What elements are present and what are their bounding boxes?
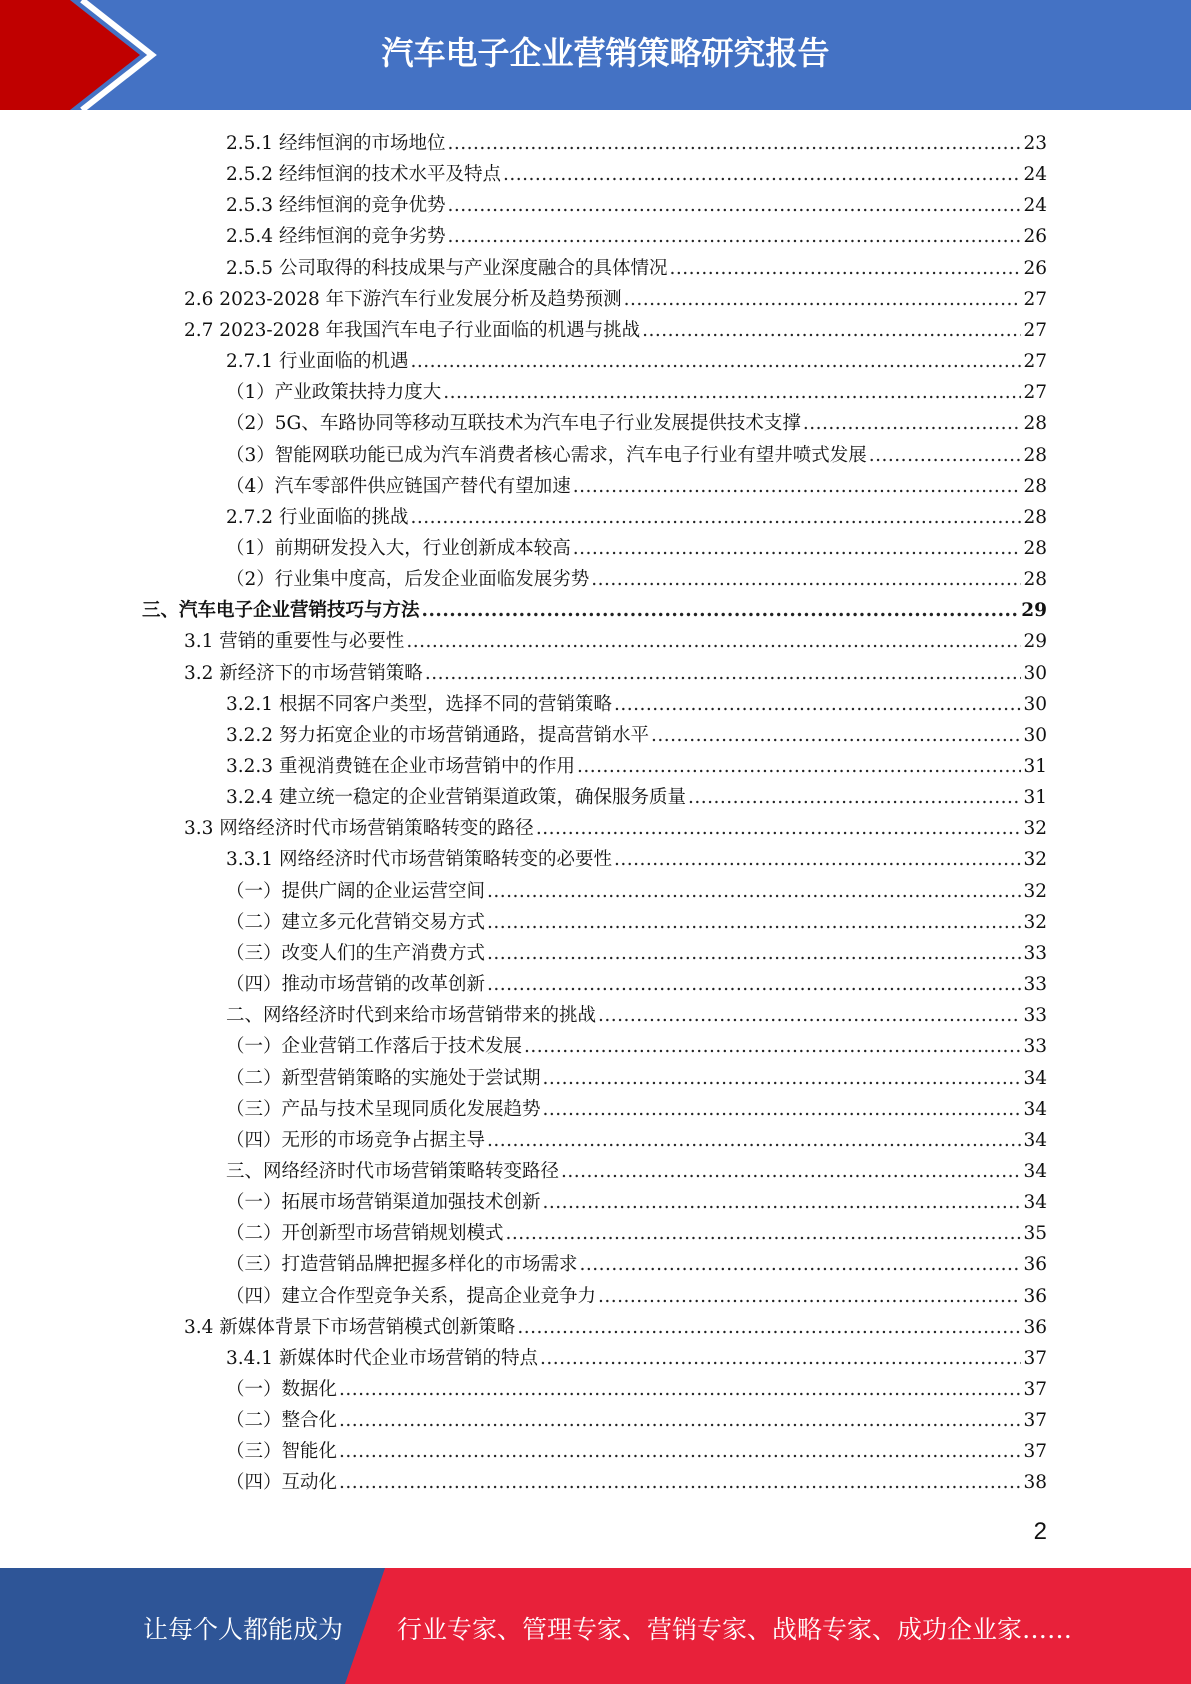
toc-leader-dots — [443, 377, 1021, 408]
toc-leader-dots — [487, 938, 1021, 969]
toc-entry-label: 3.2.1 根据不同客户类型，选择不同的营销策略 — [226, 694, 612, 715]
footer-slogan-right: 行业专家、管理专家、营销专家、战略专家、成功企业家…… — [397, 1615, 1073, 1644]
toc-entry-page: 28 — [1023, 507, 1047, 528]
toc-entry-label: 2.7.1 行业面临的机遇 — [226, 351, 409, 372]
toc-entry-page: 30 — [1023, 725, 1047, 746]
toc-leader-dots — [651, 720, 1021, 751]
toc-entry[interactable] — [226, 1000, 1047, 1031]
toc-entry[interactable] — [226, 1094, 1047, 1125]
toc-entry[interactable] — [184, 284, 1047, 315]
toc-entry-label: （四）建立合作型竞争关系，提高企业竞争力 — [226, 1286, 597, 1307]
toc-leader-dots — [503, 159, 1021, 190]
toc-leader-dots — [591, 564, 1021, 595]
toc-entry-label: 3.1 营销的重要性与必要性 — [184, 631, 405, 652]
toc-entry-page: 33 — [1023, 1036, 1047, 1057]
toc-entry[interactable] — [226, 751, 1047, 782]
toc-entry-page: 34 — [1023, 1130, 1047, 1151]
toc-entry-page: 32 — [1023, 881, 1047, 902]
toc-entry[interactable] — [226, 782, 1047, 813]
page-footer — [0, 1568, 1191, 1684]
toc-entry[interactable] — [184, 658, 1047, 689]
toc-leader-dots — [422, 595, 1020, 626]
toc-entry-label: （2）行业集中度高，后发企业面临发展劣势 — [226, 569, 590, 590]
toc-entry-page: 34 — [1023, 1192, 1047, 1213]
toc-entry[interactable] — [226, 159, 1047, 190]
toc-leader-dots — [339, 1374, 1021, 1405]
toc-leader-dots — [573, 533, 1022, 564]
toc-entry-label: （1）产业政策扶持力度大 — [226, 382, 442, 403]
toc-leader-dots — [447, 190, 1021, 221]
toc-entry-label: 2.7 2023-2028 年我国汽车电子行业面临的机遇与挑战 — [184, 320, 641, 341]
toc-entry[interactable] — [226, 533, 1047, 564]
toc-entry[interactable] — [184, 813, 1047, 844]
toc-entry[interactable] — [226, 190, 1047, 221]
toc-entry-page: 36 — [1023, 1254, 1047, 1275]
toc-entry-label: 3.2.4 建立统一稳定的企业营销渠道政策，确保服务质量 — [226, 787, 686, 808]
toc-leader-dots — [339, 1436, 1021, 1467]
toc-entry[interactable] — [226, 689, 1047, 720]
toc-entry-label: （4）汽车零部件供应链国产替代有望加速 — [226, 476, 571, 497]
toc-entry-page: 32 — [1023, 818, 1047, 839]
toc-entry-page: 31 — [1023, 756, 1047, 777]
toc-entry[interactable] — [226, 1187, 1047, 1218]
toc-leader-dots — [406, 626, 1021, 657]
toc-entry[interactable] — [226, 1156, 1047, 1187]
toc-entry[interactable] — [184, 626, 1047, 657]
toc-entry[interactable] — [226, 1218, 1047, 1249]
toc-entry-page: 38 — [1023, 1472, 1047, 1493]
toc-entry-label: （一）企业营销工作落后于技术发展 — [226, 1036, 523, 1057]
toc-entry[interactable] — [142, 595, 1047, 626]
toc-entry-label: 2.5.1 经纬恒润的市场地位 — [226, 133, 446, 154]
toc-leader-dots — [506, 1218, 1022, 1249]
toc-entry-label: 3.2 新经济下的市场营销策略 — [184, 663, 423, 684]
toc-leader-dots — [487, 1125, 1021, 1156]
toc-entry-page: 26 — [1023, 226, 1047, 247]
toc-entry-label: 3.2.2 努力拓宽企业的市场营销通路，提高营销水平 — [226, 725, 649, 746]
toc-leader-dots — [339, 1467, 1021, 1498]
toc-entry-page: 36 — [1023, 1317, 1047, 1338]
toc-entry[interactable] — [226, 253, 1047, 284]
toc-entry-page: 28 — [1023, 445, 1047, 466]
toc-entry-page: 33 — [1023, 943, 1047, 964]
toc-entry[interactable] — [226, 844, 1047, 875]
toc-entry-page: 28 — [1023, 538, 1047, 559]
toc-entry-label: 3.3.1 网络经济时代市场营销策略转变的必要性 — [226, 849, 612, 870]
toc-entry-page: 37 — [1023, 1410, 1047, 1431]
toc-entry-label: （四）互动化 — [226, 1472, 338, 1493]
toc-entry-page: 36 — [1023, 1286, 1047, 1307]
toc-entry-page: 27 — [1023, 320, 1047, 341]
toc-entry-label: （四）推动市场营销的改革创新 — [226, 974, 486, 995]
toc-entry-page: 28 — [1023, 476, 1047, 497]
toc-entry-page: 29 — [1021, 600, 1047, 621]
toc-entry-label: 三、网络经济时代市场营销策略转变路径 — [226, 1161, 560, 1182]
toc-entry[interactable] — [226, 1249, 1047, 1280]
toc-entry-label: 二、网络经济时代到来给市场营销带来的挑战 — [226, 1005, 597, 1026]
toc-entry[interactable] — [226, 1281, 1047, 1312]
toc-entry-label: 三、汽车电子企业营销技巧与方法 — [142, 600, 420, 621]
toc-leader-dots — [447, 128, 1021, 159]
toc-entry[interactable] — [184, 315, 1047, 346]
footer-slogan-left: 让每个人都能成为 — [143, 1615, 344, 1644]
toc-leader-dots — [410, 346, 1021, 377]
toc-entry[interactable] — [226, 408, 1047, 439]
toc-entry-page: 26 — [1023, 258, 1047, 279]
toc-entry-label: 2.7.2 行业面临的挑战 — [226, 507, 409, 528]
toc-leader-dots — [410, 502, 1021, 533]
toc-entry-label: 3.4 新媒体背景下市场营销模式创新策略 — [184, 1317, 516, 1338]
toc-entry-page: 27 — [1023, 382, 1047, 403]
toc-leader-dots — [869, 440, 1022, 471]
toc-entry[interactable] — [226, 471, 1047, 502]
toc-entry[interactable] — [226, 440, 1047, 471]
toc-entry-page: 34 — [1023, 1068, 1047, 1089]
toc-entry-page: 23 — [1023, 133, 1047, 154]
toc-entry-label: （一）提供广阔的企业运营空间 — [226, 881, 486, 902]
toc-leader-dots — [425, 658, 1022, 689]
toc-entry-label: （四）无形的市场竞争占据主导 — [226, 1130, 486, 1151]
toc-entry[interactable] — [226, 1125, 1047, 1156]
toc-entry[interactable] — [226, 128, 1047, 159]
toc-entry[interactable] — [226, 1374, 1047, 1405]
toc-leader-dots — [517, 1312, 1021, 1343]
toc-leader-dots — [573, 471, 1022, 502]
toc-entry[interactable] — [226, 969, 1047, 1000]
toc-entry-page: 30 — [1023, 663, 1047, 684]
toc-leader-dots — [803, 408, 1022, 439]
toc-entry-label: （1）前期研发投入大，行业创新成本较高 — [226, 538, 571, 559]
page-number: 2 — [1033, 1518, 1047, 1545]
toc-entry-label: 3.3 网络经济时代市场营销策略转变的路径 — [184, 818, 534, 839]
toc-entry-page: 35 — [1023, 1223, 1047, 1244]
toc-leader-dots — [688, 782, 1021, 813]
toc-entry[interactable] — [226, 1063, 1047, 1094]
toc-leader-dots — [543, 1094, 1022, 1125]
toc-leader-dots — [487, 876, 1021, 907]
page-header — [0, 0, 1191, 110]
toc-leader-dots — [614, 689, 1021, 720]
toc-entry-page: 37 — [1023, 1348, 1047, 1369]
toc-entry[interactable] — [226, 221, 1047, 252]
toc-entry-page: 37 — [1023, 1379, 1047, 1400]
toc-leader-dots — [577, 751, 1021, 782]
toc-entry-page: 32 — [1023, 912, 1047, 933]
toc-leader-dots — [543, 1187, 1022, 1218]
toc-entry-page: 32 — [1023, 849, 1047, 870]
toc-entry-page: 28 — [1023, 413, 1047, 434]
toc-entry-label: （二）新型营销策略的实施处于尝试期 — [226, 1068, 541, 1089]
toc-entry-page: 37 — [1023, 1441, 1047, 1462]
toc-entry-page: 27 — [1023, 351, 1047, 372]
toc-leader-dots — [642, 315, 1021, 346]
toc-entry-label: （一）拓展市场营销渠道加强技术创新 — [226, 1192, 541, 1213]
toc-entry[interactable] — [226, 564, 1047, 595]
toc-entry-page: 33 — [1023, 1005, 1047, 1026]
toc-leader-dots — [561, 1156, 1021, 1187]
toc-leader-dots — [339, 1405, 1021, 1436]
toc-entry-label: （三）改变人们的生产消费方式 — [226, 943, 486, 964]
toc-entry[interactable] — [226, 1343, 1047, 1374]
toc-entry-label: 2.5.3 经纬恒润的竞争优势 — [226, 195, 446, 216]
toc-leader-dots — [487, 969, 1021, 1000]
toc-leader-dots — [598, 1281, 1021, 1312]
toc-entry[interactable] — [226, 1031, 1047, 1062]
toc-entry-page: 31 — [1023, 787, 1047, 808]
toc-entry-label: 2.6 2023-2028 年下游汽车行业发展分析及趋势预测 — [184, 289, 622, 310]
toc-entry-label: 3.2.3 重视消费链在企业市场营销中的作用 — [226, 756, 575, 777]
toc-leader-dots — [624, 284, 1022, 315]
toc-leader-dots — [669, 253, 1021, 284]
toc-entry[interactable] — [226, 907, 1047, 938]
toc-entry-label: （二）开创新型市场营销规划模式 — [226, 1223, 504, 1244]
toc-entry[interactable] — [226, 876, 1047, 907]
toc-entry-label: （三）产品与技术呈现同质化发展趋势 — [226, 1099, 541, 1120]
toc-entry-label: 2.5.2 经纬恒润的技术水平及特点 — [226, 164, 501, 185]
toc-leader-dots — [543, 1063, 1022, 1094]
toc-entry-label: （三）打造营销品牌把握多样化的市场需求 — [226, 1254, 578, 1275]
toc-entry[interactable] — [226, 502, 1047, 533]
toc-entry-page: 33 — [1023, 974, 1047, 995]
toc-entry[interactable] — [226, 720, 1047, 751]
toc-entry-label: 2.5.4 经纬恒润的竞争劣势 — [226, 226, 446, 247]
toc-entry-label: 3.4.1 新媒体时代企业市场营销的特点 — [226, 1348, 538, 1369]
toc-entry-page: 24 — [1023, 164, 1047, 185]
toc-entry-label: （2）5G、车路协同等移动互联技术为汽车电子行业发展提供技术支撑 — [226, 413, 801, 434]
toc-leader-dots — [580, 1249, 1022, 1280]
report-title: 汽车电子企业营销策略研究报告 — [381, 34, 830, 72]
toc-entry[interactable] — [226, 938, 1047, 969]
toc-entry[interactable] — [226, 1467, 1047, 1498]
toc-entry[interactable] — [226, 377, 1047, 408]
toc-entry-page: 24 — [1023, 195, 1047, 216]
toc-entry-label: （三）智能化 — [226, 1441, 338, 1462]
toc-entry-page: 30 — [1023, 694, 1047, 715]
toc-entry-label: （二）建立多元化营销交易方式 — [226, 912, 486, 933]
toc-leader-dots — [540, 1343, 1021, 1374]
toc-leader-dots — [598, 1000, 1021, 1031]
toc-leader-dots — [524, 1031, 1021, 1062]
toc-entry[interactable] — [226, 1405, 1047, 1436]
toc-entry-label: （一）数据化 — [226, 1379, 338, 1400]
toc-entry-page: 28 — [1023, 569, 1047, 590]
toc-entry[interactable] — [184, 1312, 1047, 1343]
toc-entry-page: 34 — [1023, 1099, 1047, 1120]
toc-entry-page: 34 — [1023, 1161, 1047, 1182]
toc-entry-label: （3）智能网联功能已成为汽车消费者核心需求，汽车电子行业有望井喷式发展 — [226, 445, 867, 466]
toc-leader-dots — [447, 221, 1021, 252]
toc-leader-dots — [614, 844, 1021, 875]
toc-entry-label: （二）整合化 — [226, 1410, 338, 1431]
toc-entry-page: 29 — [1023, 631, 1047, 652]
toc-entry[interactable] — [226, 346, 1047, 377]
toc-leader-dots — [487, 907, 1021, 938]
toc-entry-page: 27 — [1023, 289, 1047, 310]
toc-entry-label: 2.5.5 公司取得的科技成果与产业深度融合的具体情况 — [226, 258, 668, 279]
toc-leader-dots — [536, 813, 1022, 844]
toc-entry[interactable] — [226, 1436, 1047, 1467]
